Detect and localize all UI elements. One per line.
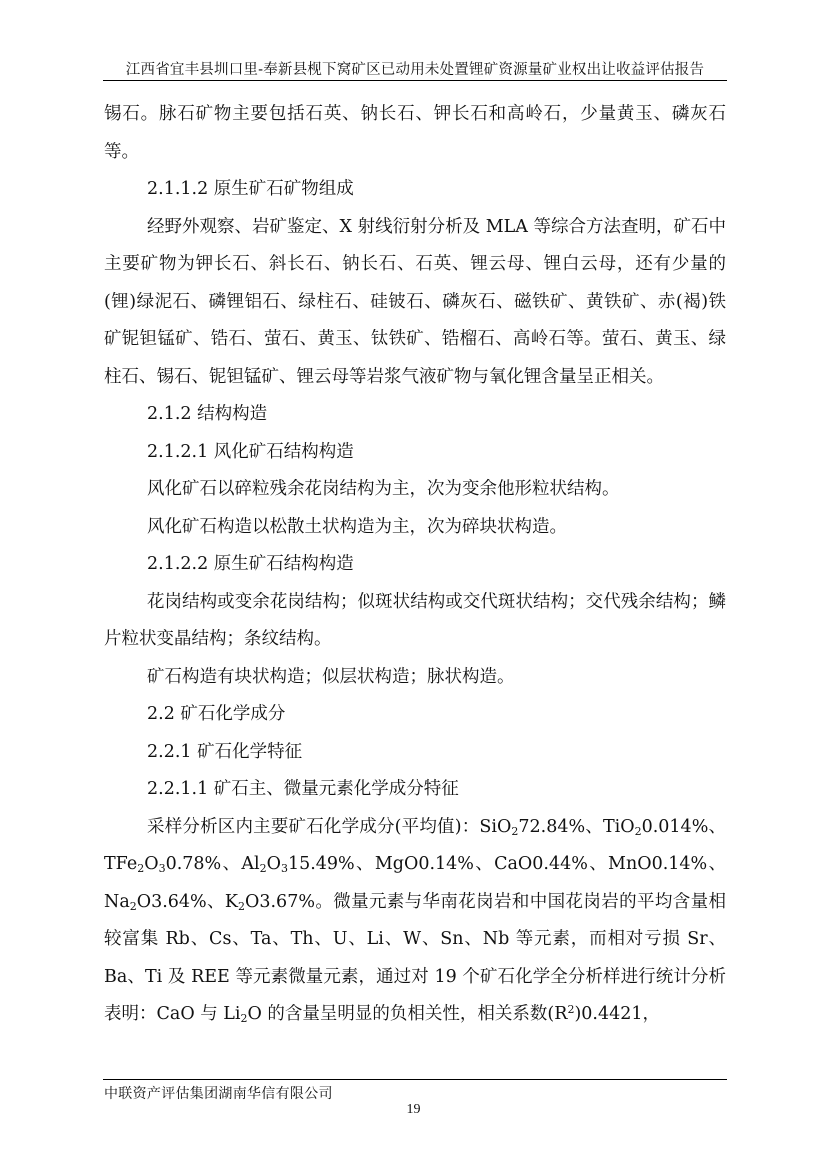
- paragraph-chemical-composition: [104, 809, 726, 1034]
- text-run: 0.78%、Al: [165, 854, 260, 874]
- page-header-title: 江西省宜丰县圳口里-奉新县枧下窝矿区已动用未处置锂矿资源量矿业权出让收益评估报告: [125, 62, 705, 78]
- text-run: O: [144, 854, 159, 874]
- subscript: 2: [259, 862, 267, 875]
- subscript: 3: [158, 862, 166, 875]
- paragraph-gangue-minerals: 锡石。脉石矿物主要包括石英、钠长石、钾长石和高岭石，少量黄玉、磷灰石等。: [104, 104, 726, 162]
- subscript: 2: [634, 824, 642, 838]
- paragraph-primary-ore-minerals: 经野外观察、岩矿鉴定、X 射线衍射分析及 MLA 等综合方法查明，矿石中主要矿物为钾长石、斜长石、钠长石、石英、锂云母、锂白云母，还有少量的(锂)绿泥石、磷锂铝石、绿柱石、硅铍石、磷灰石、磁铁矿、黄铁矿、赤(褐)铁矿铌钽锰矿、锆石、萤石、黄玉、钛铁矿、锆榴石、高岭石等。萤石、黄玉、绿柱石、锡石、铌钽锰矿、锂云母等岩浆气液矿物与氧化锂含量呈正相关。: [104, 216, 726, 387]
- section-heading-2-1-2: 2.1.2 结构构造: [147, 404, 268, 424]
- text-run: 0.014%、TFe: [104, 816, 727, 874]
- subscript: 3: [280, 862, 288, 875]
- footer-company: 中联资产评估集团湖南华信有限公司: [104, 1086, 333, 1102]
- page-number: 19: [406, 1102, 421, 1117]
- text-run: )0.4421，: [574, 1004, 660, 1024]
- text-run: 采样分析区内主要矿石化学成分(平均值)：SiO: [147, 816, 512, 837]
- section-heading-2-1-1-2: 2.1.1.2 原生矿石矿物组成: [147, 179, 354, 199]
- section-heading-2-1-2-2: 2.1.2.2 原生矿石结构构造: [147, 554, 354, 574]
- paragraph-primary-texture: 花岗结构或变余花岗结构；似斑状结构或交代斑状结构；交代残余结构；鳞片粒状变晶结构；条纹结构。: [104, 591, 726, 649]
- text-run: 15.49%、MgO0.14%、CaO0.44%、MnO0.14%、Na: [104, 854, 727, 912]
- footer-divider: [103, 1079, 727, 1080]
- subscript: 2: [238, 899, 246, 913]
- section-heading-2-2-1-1: 2.2.1.1 矿石主、微量元素化学成分特征: [147, 779, 459, 799]
- subscript: 2: [137, 862, 145, 875]
- text-run: O 的含量呈明显的负相关性，相关系数(R: [247, 1004, 568, 1024]
- subscript: 2: [511, 824, 519, 838]
- page-body: [104, 96, 726, 1034]
- header-divider: [103, 80, 727, 81]
- superscript: 2: [567, 1003, 575, 1016]
- text-run: O3.67%。微量元素与华南花岗岩和中国花岗岩的平均含量相较富集 Rb、Cs、Ta、Th、U、Li、W、Sn、Nb 等元素，而相对亏损 Sr、Ba、Ti 及 REE 等元素微量元素，通过对 19 个矿石化学全分析样进行统计分析表明：CaO 与 Li: [104, 891, 726, 1024]
- section-heading-2-2-1: 2.2.1 矿石化学特征: [147, 741, 303, 762]
- section-heading-2-1-2-1: 2.1.2.1 风化矿石结构构造: [147, 441, 354, 462]
- paragraph-weathered-structure: 风化矿石构造以松散土状构造为主，次为碎块状构造。: [147, 516, 567, 537]
- subscript: 2: [240, 1012, 248, 1025]
- paragraph-primary-structure: 矿石构造有块状构造；似层状构造；脉状构造。: [147, 666, 515, 687]
- text-run: O3.64%、K: [136, 891, 239, 912]
- section-heading-2-2: 2.2 矿石化学成分: [147, 704, 286, 724]
- paragraph-weathered-texture: 风化矿石以碎粒残余花岗结构为主，次为变余他形粒状结构。: [147, 479, 620, 499]
- text-run: O: [266, 854, 281, 874]
- text-run: 72.84%、TiO: [518, 816, 635, 837]
- subscript: 2: [129, 899, 137, 913]
